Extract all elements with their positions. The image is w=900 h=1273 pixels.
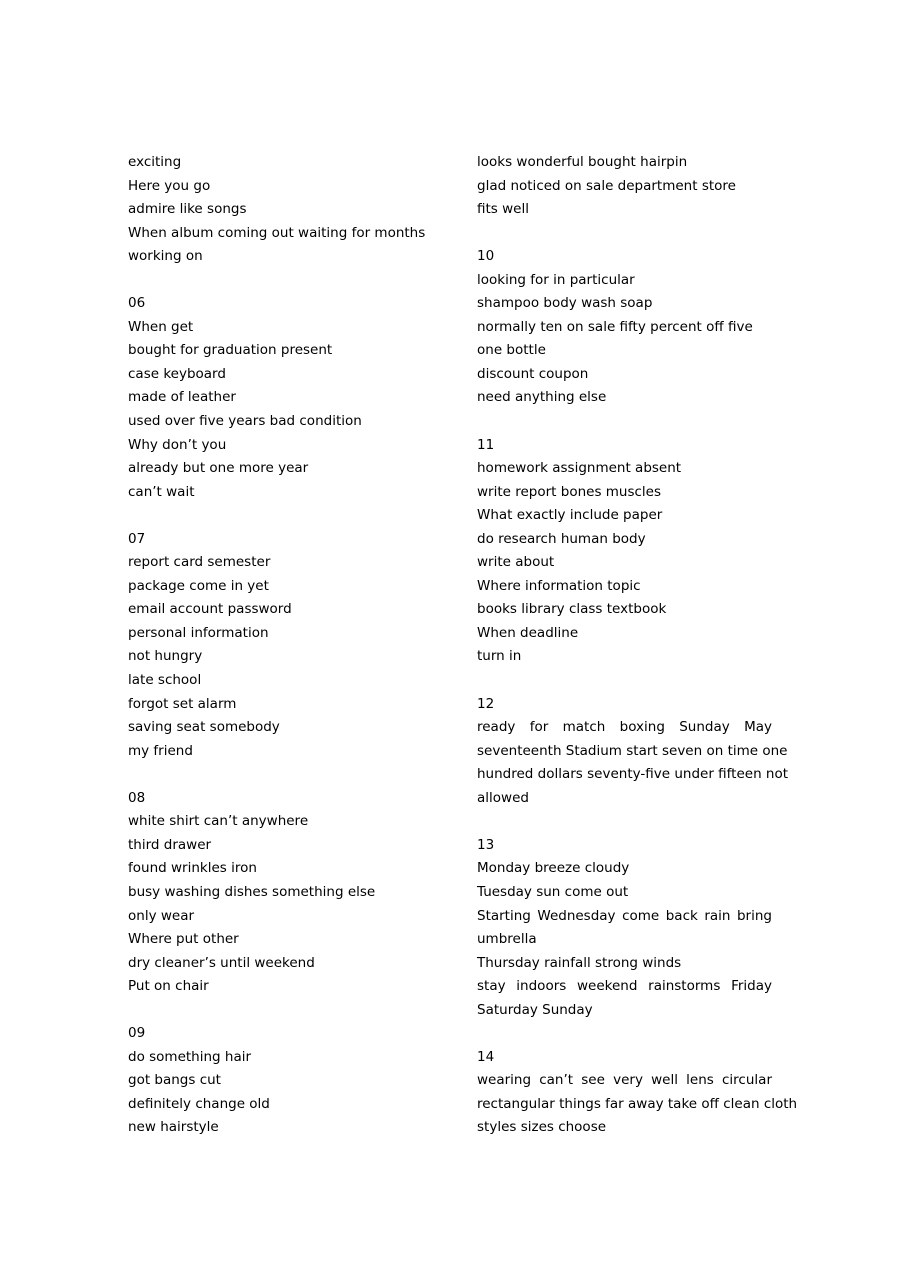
text-line: late school [128, 672, 202, 689]
text-line: styles sizes choose [477, 1119, 607, 1136]
text-line: forgot set alarm [128, 695, 237, 712]
blank-line [477, 669, 772, 693]
section-number: 10 [477, 248, 495, 265]
text-line: shampoo body wash soap [477, 295, 653, 312]
left-column [128, 151, 426, 1140]
text-line: Put on chair [128, 978, 209, 995]
text-line: Monday breeze cloudy [477, 860, 630, 877]
section-number: 08 [128, 789, 146, 806]
text-line: When deadline [477, 624, 579, 641]
text-line: need anything else [477, 389, 607, 406]
section-number: 09 [128, 1025, 146, 1042]
section-number: 06 [128, 295, 146, 312]
text-line: working on [128, 248, 203, 265]
text-line: Tuesday sun come out [477, 883, 629, 900]
text-line: Saturday Sunday [477, 1001, 593, 1018]
text-line: What exactly include paper [477, 507, 663, 524]
text-line: When album coming out waiting for months [128, 224, 426, 241]
text-line: stay indoors weekend rainstorms Friday [477, 978, 772, 995]
blank-line [128, 269, 423, 293]
text-line: personal information [128, 624, 269, 641]
text-line: already but one more year [128, 460, 309, 477]
text-line: seventeenth Stadium start seven on time one [477, 742, 788, 759]
section-number: 13 [477, 836, 495, 853]
text-line: books library class textbook [477, 601, 667, 618]
text-line: Thursday rainfall strong winds [477, 954, 682, 971]
text-line: package come in yet [128, 577, 269, 594]
text-line: case keyboard [128, 365, 226, 382]
text-line: got bangs cut [128, 1072, 221, 1089]
section-number: 11 [477, 436, 495, 453]
text-line: glad noticed on sale department store [477, 177, 736, 194]
blank-line [128, 763, 423, 787]
text-line: report card semester [128, 554, 271, 571]
text-line: ready for match boxing Sunday May [477, 719, 772, 736]
text-line: definitely change old [128, 1095, 270, 1112]
text-line: looking for in particular [477, 271, 635, 288]
blank-line [477, 222, 772, 246]
text-line: bought for graduation present [128, 342, 333, 359]
section-number: 12 [477, 695, 495, 712]
text-line: wearing can’t see very well lens circular [477, 1072, 772, 1089]
right-column [477, 151, 798, 1140]
text-line: normally ten on sale fifty percent off five [477, 318, 753, 335]
section-number: 14 [477, 1048, 495, 1065]
text-line: my friend [128, 742, 193, 759]
blank-line [477, 1022, 772, 1046]
text-line: email account password [128, 601, 292, 618]
text-line: only wear [128, 907, 195, 924]
blank-line [477, 810, 772, 834]
text-line: homework assignment absent [477, 460, 682, 477]
text-line: dry cleaner’s until weekend [128, 954, 315, 971]
text-line: rectangular things far away take off clean cloth [477, 1095, 798, 1112]
blank-line [128, 999, 423, 1023]
text-line: busy washing dishes something else [128, 883, 376, 900]
text-line: looks wonderful bought hairpin [477, 154, 688, 170]
text-line: exciting [128, 154, 182, 170]
text-line: third drawer [128, 836, 212, 853]
text-line: umbrella [477, 931, 537, 948]
text-line: can’t wait [128, 483, 195, 500]
text-line: When get [128, 318, 194, 335]
blank-line [128, 504, 423, 528]
text-line: turn in [477, 648, 522, 665]
text-line: fits well [477, 201, 529, 218]
text-line: allowed [477, 789, 529, 806]
text-line: found wrinkles iron [128, 860, 257, 877]
text-line: not hungry [128, 648, 203, 665]
text-line: Why don’t you [128, 436, 227, 453]
text-line: made of leather [128, 389, 236, 406]
text-line: write about [477, 554, 555, 571]
text-line: Here you go [128, 177, 211, 194]
text-line: used over five years bad condition [128, 413, 362, 430]
text-line: saving seat somebody [128, 719, 280, 736]
text-line: one bottle [477, 342, 546, 359]
text-line: Starting Wednesday come back rain bring [477, 907, 772, 924]
text-line: do research human body [477, 530, 646, 547]
section-number: 07 [128, 530, 146, 547]
blank-line [477, 410, 772, 434]
text-line: new hairstyle [128, 1119, 219, 1136]
text-line: discount coupon [477, 365, 589, 382]
text-line: white shirt can’t anywhere [128, 813, 309, 830]
text-line: admire like songs [128, 201, 247, 218]
text-line: do something hair [128, 1048, 252, 1065]
text-line: write report bones muscles [477, 483, 662, 500]
text-line: Where put other [128, 931, 239, 948]
text-line: hundred dollars seventy-five under fifteen not [477, 766, 789, 783]
text-line: Where information topic [477, 577, 641, 594]
